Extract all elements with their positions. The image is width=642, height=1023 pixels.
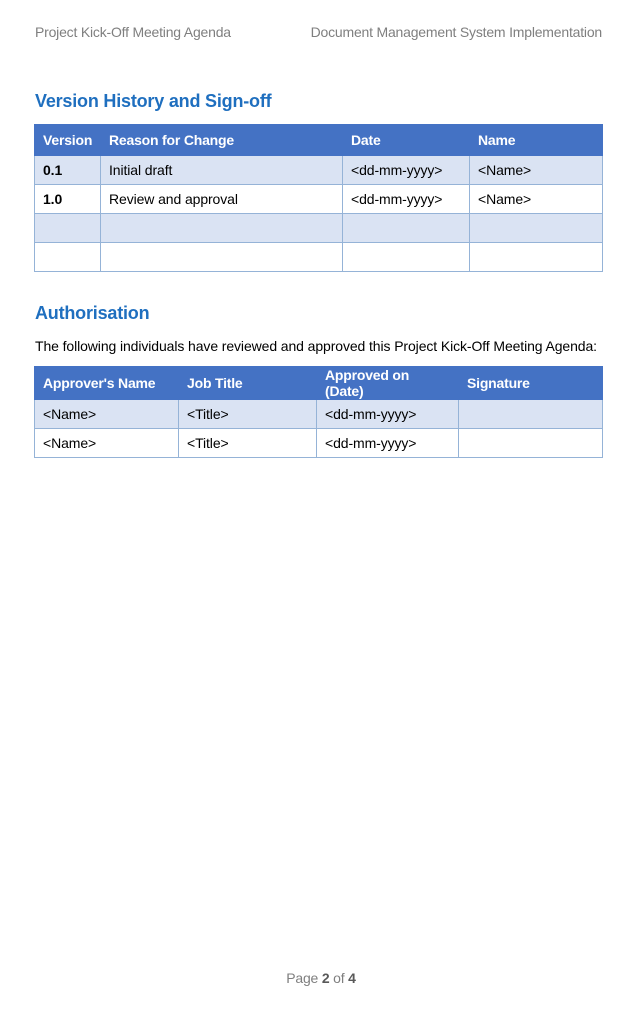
date-cell[interactable] <box>343 214 470 243</box>
current-page-number: 2 <box>321 970 330 986</box>
signature-cell[interactable] <box>459 400 603 429</box>
header-document-title: Project Kick-Off Meeting Agenda <box>35 24 231 40</box>
version-cell[interactable]: 1.0 <box>35 185 101 214</box>
column-header-reason: Reason for Change <box>101 125 343 156</box>
authorisation-table <box>34 366 603 458</box>
name-cell[interactable] <box>470 243 603 272</box>
job-title-cell[interactable]: <Title> <box>179 400 317 429</box>
reason-cell[interactable]: Initial draft <box>101 156 343 185</box>
table-row <box>35 429 603 458</box>
approver-name-cell[interactable]: <Name> <box>35 400 179 429</box>
authorisation-heading: Authorisation <box>35 303 150 323</box>
column-header-name: Name <box>470 125 603 156</box>
table-header-row <box>35 367 603 400</box>
column-header-job-title: Job Title <box>179 367 317 400</box>
of-label: of <box>333 970 345 986</box>
reason-cell[interactable] <box>101 243 343 272</box>
column-header-signature: Signature <box>459 367 603 400</box>
version-cell[interactable] <box>35 214 101 243</box>
column-header-approved-on: Approved on (Date) <box>317 367 459 400</box>
column-header-date: Date <box>343 125 470 156</box>
page-label: Page <box>286 970 319 986</box>
table-row <box>35 243 603 272</box>
date-cell[interactable] <box>343 243 470 272</box>
column-header-version: Version <box>35 125 101 156</box>
approved-date-cell[interactable]: <dd-mm-yyyy> <box>317 400 459 429</box>
job-title-cell[interactable]: <Title> <box>179 429 317 458</box>
version-history-heading: Version History and Sign-off <box>35 91 272 111</box>
table-row <box>35 185 603 214</box>
table-row <box>35 400 603 429</box>
header-project-name: Document Management System Implementation <box>310 24 602 40</box>
approver-name-cell[interactable]: <Name> <box>35 429 179 458</box>
version-cell[interactable]: 0.1 <box>35 156 101 185</box>
page-header <box>35 24 602 40</box>
version-cell[interactable] <box>35 243 101 272</box>
authorisation-intro: The following individuals have reviewed and approved this Project Kick-Off Meeting Agenda: <box>35 338 597 354</box>
total-page-count: 4 <box>348 970 356 986</box>
page-footer <box>0 970 642 986</box>
reason-cell[interactable]: Review and approval <box>101 185 343 214</box>
date-cell[interactable]: <dd-mm-yyyy> <box>343 156 470 185</box>
name-cell[interactable] <box>470 214 603 243</box>
column-header-approver-name: Approver's Name <box>35 367 179 400</box>
version-history-table <box>34 124 603 272</box>
signature-cell[interactable] <box>459 429 603 458</box>
table-header-row <box>35 125 603 156</box>
approved-date-cell[interactable]: <dd-mm-yyyy> <box>317 429 459 458</box>
name-cell[interactable]: <Name> <box>470 156 603 185</box>
name-cell[interactable]: <Name> <box>470 185 603 214</box>
table-row <box>35 156 603 185</box>
date-cell[interactable]: <dd-mm-yyyy> <box>343 185 470 214</box>
table-row <box>35 214 603 243</box>
reason-cell[interactable] <box>101 214 343 243</box>
